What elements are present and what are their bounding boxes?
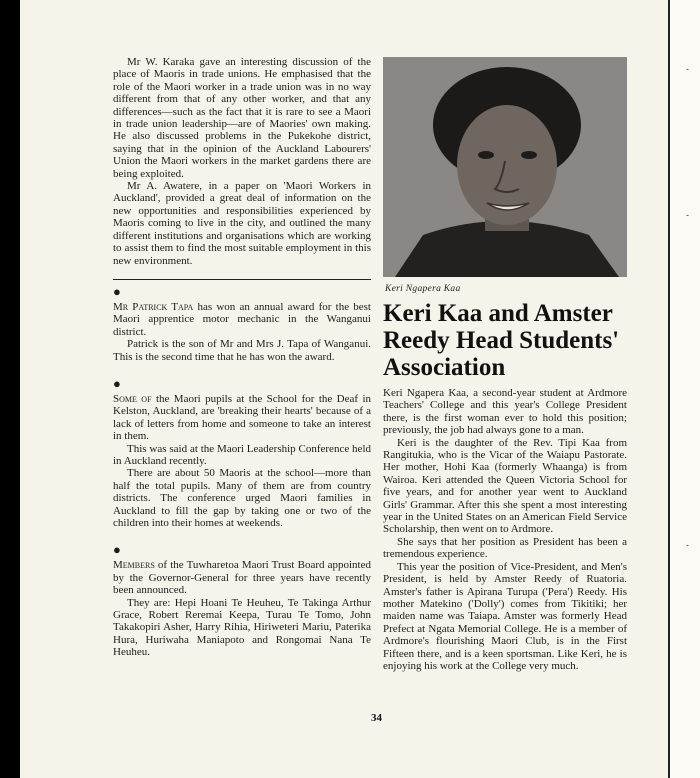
edge-mark: - — [686, 540, 689, 550]
trust-board-paragraph — [113, 559, 371, 596]
left-column — [113, 56, 371, 659]
article-paragraph: She says that her position as President has been a tremendous experience. — [383, 535, 627, 561]
adjacent-page-edge — [668, 0, 700, 778]
bullet-icon: ● — [113, 283, 121, 299]
bullet-icon: ● — [113, 542, 121, 558]
portrait-illustration — [383, 57, 627, 277]
right-column — [383, 284, 627, 672]
bullet-icon: ● — [113, 375, 121, 391]
edge-mark: - — [686, 210, 689, 220]
tapa-lead: Mr Patrick Tapa — [113, 300, 194, 313]
deaf-school-lead: Some of — [113, 392, 152, 405]
trust-board-text: of the Tuwharetoa Maori Trust Board appointed by the Governor-General for three years have recently been announced. — [113, 559, 371, 597]
edge-mark: - — [686, 64, 689, 74]
deaf-school-paragraph-2: This was said at the Maori Leadership Conference held in Auckland recently. — [113, 442, 371, 467]
article-paragraph: This year the position of Vice-President, and Men's President, is held by Amster Reedy of Ruatoria. Amster's father is Apirana Turupa ('Pera') Reedy. His mother Matekino ('Dolly') comes from Tikitiki; her maiden name was Taiapa. Amster was formerly Head Prefect at Ngata Memorial College. He is a member of Ardmore's flourishing Maori Club, is in the First Fifteen there, and is a keen sportsman. Like Keri, he is enjoying his work at the College very much. — [383, 560, 627, 672]
article-paragraph: Keri is the daughter of the Rev. Tipi Kaa from Rangitukia, who is the Vicar of the Waiapu Pastorate. Her mother, Hohi Kaa (formerly Whaanga) is from Wairoa. Keri attended the Queen Victoria School for five years, and for another year went to Auckland Girls' Grammar. After this she spent a most interesting year in the United States on an American Field Service Scholarship, then went on to Ardmore. — [383, 436, 627, 536]
page-number: 34 — [371, 712, 382, 724]
portrait-photo — [383, 57, 627, 277]
tapa-paragraph — [113, 301, 371, 338]
tapa-paragraph-2: Patrick is the son of Mr and Mrs J. Tapa of Wanganui. This is the second time that he has won the award. — [113, 338, 371, 363]
deaf-school-text: the Maori pupils at the School for the Deaf in Kelston, Auckland, are 'breaking their hearts' because of a lack of letters from home and someone to take an interest in them. — [113, 392, 372, 443]
deaf-school-paragraph-3: There are about 50 Maoris at the school—more than half the total pupils. Many of them are from country districts. The conference urged Maori families in Auckland to fill the gap by taking one or two of the children into their homes at weekends. — [113, 467, 371, 529]
section-divider — [113, 279, 371, 280]
trust-board-lead: Members — [113, 559, 155, 572]
trust-board-paragraph-2: They are: Hepi Hoani Te Heuheu, Te Takinga Arthur Grace, Robert Reremai Keepa, Turau Te Tomo, John Takakopiri Asher, Harry Rihia, Hiriweteri Mariu, Paterika Hura, Huriwaha Maniapoto and Rongomai Nana Te Heuheu. — [113, 596, 371, 659]
awatere-paragraph: Mr A. Awatere, in a paper on 'Maori Workers in Auckland', provided a great deal of information on the new opportunities and responsibilities experienced by Maoris coming to live in the city, and outlined the many different institutions and organisations which are working to assist them to find the most suitable employment in this new environment. — [113, 180, 371, 267]
tapa-text: has won an annual award for the best Maori apprentice motor mechanic in the Wanganui district. — [113, 300, 371, 338]
deaf-school-paragraph — [113, 393, 371, 443]
karaka-paragraph: Mr W. Karaka gave an interesting discussion of the place of Maoris in trade unions. He emphasised that the role of the Maori worker in a trade union was in no way different from that of any other worker, and that any differences—such as the fact that it is rare to see a Maori in trade union leadership—are of Maories' own making. He also discussed problems in the Pukekohe district, saying that in the opinion of the Auckland Labourers' Union the Maori workers in the market gardens there are being exploited. — [113, 56, 371, 180]
photo-caption: Keri Ngapera Kaa — [385, 284, 461, 294]
article-paragraph: Keri Ngapera Kaa, a second-year student at Ardmore Teachers' College and this year's College President there, is the first woman ever to hold this position; previously, the job had always gone to a man. — [383, 387, 627, 437]
article-headline: Keri Kaa and Amster Reedy Head Students' Association — [383, 300, 620, 381]
article-body — [383, 387, 627, 672]
